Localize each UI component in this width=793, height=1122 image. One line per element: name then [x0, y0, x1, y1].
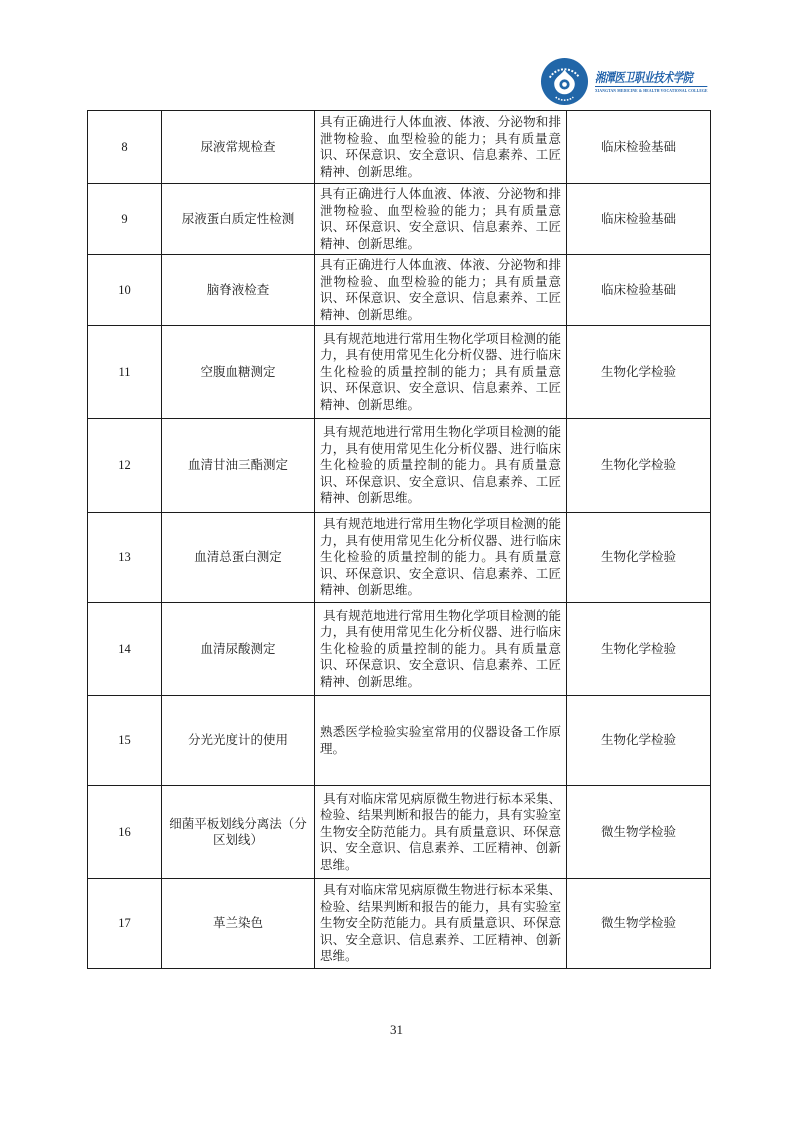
row-number: 11 — [88, 326, 162, 419]
page-number: 31 — [390, 1022, 403, 1037]
row-number: 16 — [88, 786, 162, 879]
table-row — [88, 786, 711, 879]
course-name: 临床检验基础 — [567, 184, 711, 255]
table-row — [88, 513, 711, 603]
table-row — [88, 111, 711, 184]
table-row — [88, 326, 711, 419]
item-name: 革兰染色 — [162, 879, 315, 969]
item-description: 具有规范地进行常用生物化学项目检测的能力，具有使用常见生化分析仪器、进行临床生化检验的质量控制的能力。具有质量意识、环保意识、安全意识、信息素养、工匠精神、创新思维。 — [315, 513, 567, 603]
row-number: 14 — [88, 603, 162, 696]
row-number: 10 — [88, 255, 162, 326]
college-logo — [540, 57, 732, 106]
item-name: 空腹血糖测定 — [162, 326, 315, 419]
item-description: 具有规范地进行常用生物化学项目检测的能力，具有使用常见生化分析仪器、进行临床生化检验的质量控制的能力；具有质量意识、环保意识、安全意识、信息素养、工匠精神、创新思维。 — [315, 326, 567, 419]
item-name: 血清总蛋白测定 — [162, 513, 315, 603]
item-description: 具有规范地进行常用生物化学项目检测的能力，具有使用常见生化分析仪器、进行临床生化检验的质量控制的能力。具有质量意识、环保意识、安全意识、信息素养、工匠精神、创新思维。 — [315, 603, 567, 696]
item-name: 血清尿酸测定 — [162, 603, 315, 696]
row-number: 8 — [88, 111, 162, 184]
table-row — [88, 184, 711, 255]
course-name: 生物化学检验 — [567, 513, 711, 603]
item-name: 尿液蛋白质定性检测 — [162, 184, 315, 255]
item-description: 熟悉医学检验实验室常用的仪器设备工作原理。 — [315, 696, 567, 786]
row-number: 13 — [88, 513, 162, 603]
item-description: 具有规范地进行常用生物化学项目检测的能力，具有使用常见生化分析仪器、进行临床生化检验的质量控制的能力。具有质量意识、环保意识、安全意识、信息素养、工匠精神、创新思维。 — [315, 419, 567, 513]
item-description: 具有正确进行人体血液、体液、分泌物和排泄物检验、血型检验的能力；具有质量意识、环保意识、安全意识、信息素养、工匠精神、创新思维。 — [315, 255, 567, 326]
college-name-block — [595, 70, 732, 94]
table-row — [88, 255, 711, 326]
table-row — [88, 419, 711, 513]
item-description: 具有正确进行人体血液、体液、分泌物和排泄物检验、血型检验的能力；具有质量意识、环保意识、安全意识、信息素养、工匠精神、创新思维。 — [315, 184, 567, 255]
course-name: 微生物学检验 — [567, 786, 711, 879]
table-row — [88, 603, 711, 696]
course-name: 微生物学检验 — [567, 879, 711, 969]
item-description: 具有对临床常见病原微生物进行标本采集、检验、结果判断和报告的能力，具有实验室生物安全防范能力。具有质量意识、环保意识、安全意识、信息素养、工匠精神、创新思维。 — [315, 879, 567, 969]
item-name: 血清甘油三酯测定 — [162, 419, 315, 513]
row-number: 9 — [88, 184, 162, 255]
item-description: 具有正确进行人体血液、体液、分泌物和排泄物检验、血型检验的能力；具有质量意识、环保意识、安全意识、信息素养、工匠精神、创新思维。 — [315, 111, 567, 184]
item-name: 细菌平板划线分离法（分区划线） — [162, 786, 315, 879]
course-name: 生物化学检验 — [567, 696, 711, 786]
college-name-zh: 湘潭医卫职业技术学院 — [595, 69, 693, 85]
college-name-en: XIANGTAN MEDICINE & HEALTH VOCATIONAL COLLEGE — [595, 88, 708, 94]
skills-table — [87, 110, 711, 969]
table-row — [88, 696, 711, 786]
row-number: 15 — [88, 696, 162, 786]
college-emblem-icon — [540, 57, 589, 106]
course-name: 临床检验基础 — [567, 255, 711, 326]
item-description: 具有对临床常见病原微生物进行标本采集、检验、结果判断和报告的能力，具有实验室生物安全防范能力。具有质量意识、环保意识、安全意识、信息素养、工匠精神、创新思维。 — [315, 786, 567, 879]
row-number: 12 — [88, 419, 162, 513]
item-name: 脑脊液检查 — [162, 255, 315, 326]
row-number: 17 — [88, 879, 162, 969]
course-name: 生物化学检验 — [567, 603, 711, 696]
item-name: 尿液常规检查 — [162, 111, 315, 184]
course-name: 临床检验基础 — [567, 111, 711, 184]
course-name: 生物化学检验 — [567, 419, 711, 513]
item-name: 分光光度计的使用 — [162, 696, 315, 786]
table-row — [88, 879, 711, 969]
course-name: 生物化学检验 — [567, 326, 711, 419]
